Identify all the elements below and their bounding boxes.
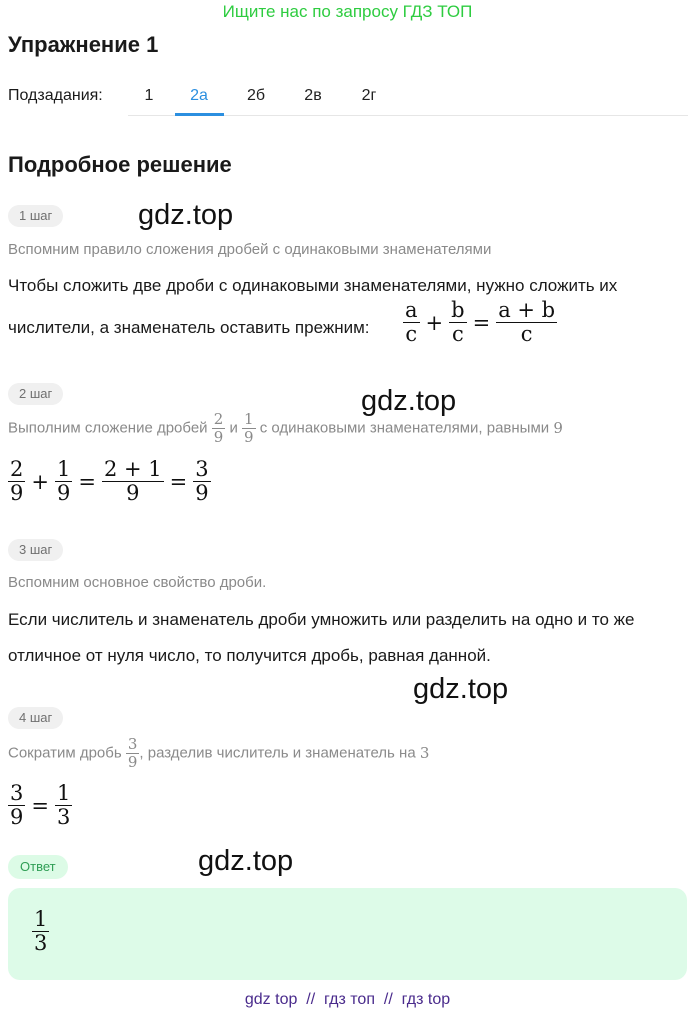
fraction xyxy=(212,411,226,445)
hint-value: 3 xyxy=(419,744,430,762)
numerator: 3 xyxy=(10,781,24,805)
tab-subtask-1[interactable]: 1 xyxy=(144,87,154,104)
numerator: 1 xyxy=(244,410,254,428)
tab-subtask-2b[interactable]: 2б xyxy=(246,87,266,104)
denominator: c xyxy=(451,322,464,347)
step-3-hint: Вспомним основное свойство дроби. xyxy=(8,574,267,591)
step-3-badge: 3 шаг xyxy=(8,539,63,561)
numerator: 1 xyxy=(56,457,71,481)
fraction xyxy=(55,782,72,829)
denominator: 9 xyxy=(213,427,224,446)
step-1-text-line1: Чтобы сложить две дроби с одинаковыми знаменателями, нужно сложить их xyxy=(8,276,618,295)
step-2-formula xyxy=(8,458,211,505)
step-1-text-line2: числители, а знаменатель оставить прежним: xyxy=(8,318,370,337)
denominator: c xyxy=(405,322,418,347)
watermark: gdz.top xyxy=(138,199,234,231)
step-2-badge: 2 шаг xyxy=(8,383,63,405)
denominator: 9 xyxy=(56,481,71,506)
numerator: 3 xyxy=(127,735,138,753)
active-tab-indicator xyxy=(175,113,224,116)
numerator: b xyxy=(451,298,465,322)
tab-subtask-2g[interactable]: 2г xyxy=(361,87,377,104)
fraction xyxy=(193,458,210,505)
fraction xyxy=(55,458,72,505)
equals-sign: = xyxy=(78,469,96,494)
hint-value: 9 xyxy=(553,419,563,437)
hint-text: , разделив числитель и знаменатель на xyxy=(139,744,416,762)
answer-box xyxy=(8,888,687,980)
solution-title: Подробное решение xyxy=(8,152,232,177)
equals-sign: = xyxy=(169,469,188,494)
tab-subtask-2v[interactable]: 2в xyxy=(304,87,322,104)
denominator: 9 xyxy=(195,481,209,506)
step-2-hint xyxy=(8,411,563,445)
plus-sign: + xyxy=(31,469,49,494)
hint-text: Выполним сложение дробей xyxy=(8,419,208,437)
numerator: 2 xyxy=(10,457,24,481)
fraction xyxy=(242,411,256,445)
step-3-text-line1: Если числитель и знаменатель дроби умножить или разделить на одно и то же xyxy=(8,610,635,629)
exercise-title: Упражнение 1 xyxy=(8,32,159,57)
equals-sign: = xyxy=(472,310,491,335)
hint-text: и xyxy=(229,419,238,437)
plus-sign: + xyxy=(425,310,444,335)
denominator: 3 xyxy=(56,805,71,830)
numerator: 2 + 1 xyxy=(103,457,162,481)
footer-links: gdz top // гдз топ // гдз top xyxy=(244,991,451,1008)
search-banner: Ищите нас по запросу ГДЗ ТОП xyxy=(222,2,473,21)
numerator: 2 xyxy=(213,410,224,428)
step-1-badge: 1 шаг xyxy=(8,205,63,227)
equals-sign: = xyxy=(31,793,49,818)
hint-text: с одинаковыми знаменателями, равными xyxy=(259,419,550,437)
fraction xyxy=(496,299,557,346)
fraction xyxy=(102,458,164,505)
denominator: 9 xyxy=(10,805,24,830)
numerator: 3 xyxy=(195,457,209,481)
subtasks-label: Подзадания: xyxy=(8,87,103,104)
numerator: a xyxy=(405,298,418,322)
denominator: c xyxy=(520,322,533,347)
answer-badge: Ответ xyxy=(8,855,68,879)
step-4-hint xyxy=(8,736,429,770)
fraction xyxy=(8,782,25,829)
fraction xyxy=(126,736,140,770)
fraction xyxy=(8,458,25,505)
numerator: 1 xyxy=(34,907,48,931)
numerator: a + b xyxy=(498,298,556,322)
fraction xyxy=(403,299,420,346)
denominator: 9 xyxy=(126,481,140,506)
step-4-formula xyxy=(8,782,72,829)
hint-text: Сократим дробь xyxy=(8,744,122,762)
answer-value xyxy=(32,908,49,955)
denominator: 9 xyxy=(127,752,138,771)
watermark: gdz.top xyxy=(198,845,294,877)
denominator: 9 xyxy=(244,427,254,446)
step-3-text-line2: отличное от нуля число, то получится дробь, равная данной. xyxy=(8,646,491,665)
numerator: 1 xyxy=(56,781,71,805)
fraction xyxy=(32,908,49,955)
step-4-badge: 4 шаг xyxy=(8,707,63,729)
step-1-formula xyxy=(403,299,557,346)
step-1-hint: Вспомним правило сложения дробей с одинаковыми знаменателями xyxy=(8,241,492,258)
tab-subtask-2a[interactable]: 2а xyxy=(190,87,208,104)
fraction xyxy=(449,299,466,346)
denominator: 9 xyxy=(10,481,24,506)
watermark: gdz.top xyxy=(413,673,509,705)
watermark: gdz.top xyxy=(361,385,457,417)
denominator: 3 xyxy=(34,931,48,956)
